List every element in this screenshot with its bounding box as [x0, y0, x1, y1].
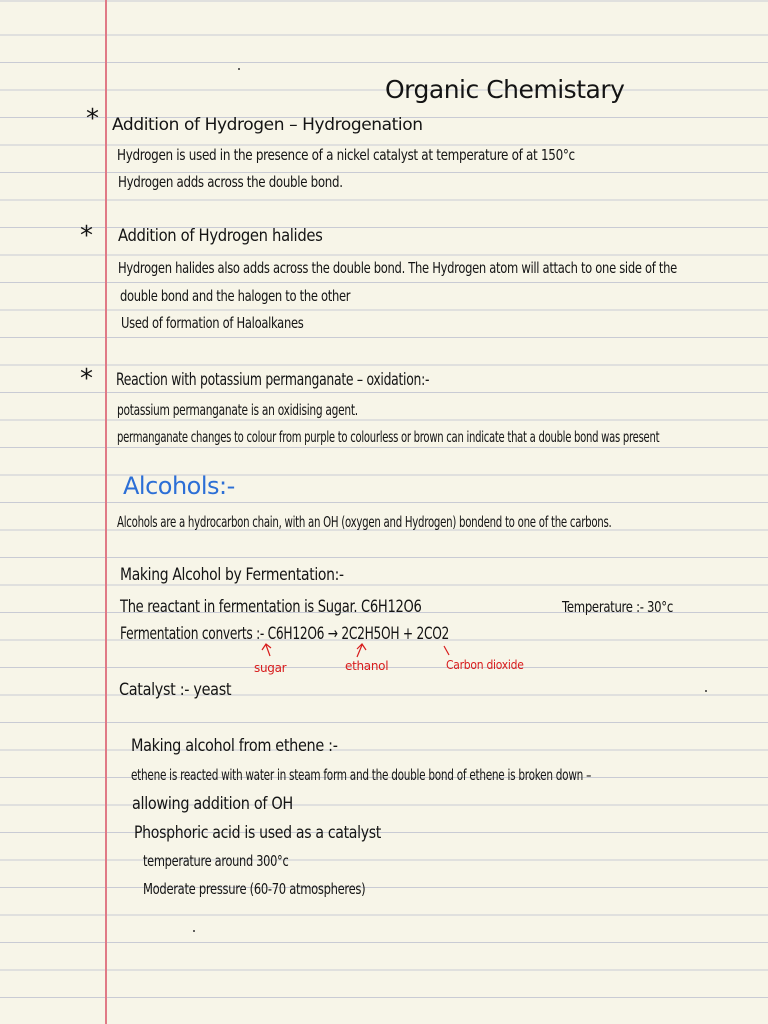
note-line: temperature around 300°c — [143, 852, 289, 870]
alcohols-heading: Alcohols:- — [123, 472, 235, 500]
label-carbon-dioxide: Carbon dioxide — [446, 658, 524, 672]
asterisk-icon: * — [86, 104, 99, 134]
alcohols-definition: Alcohols are a hydrocarbon chain, with an OH (oxygen and Hydrogen) bondend to one of the carbons. — [117, 513, 612, 531]
section-heading-halides: Addition of Hydrogen halides — [118, 226, 323, 246]
fermentation-temperature: Temperature :- 30°c — [562, 598, 673, 616]
fermentation-heading: Making Alcohol by Fermentation:- — [120, 565, 344, 585]
asterisk-icon: * — [80, 364, 93, 394]
label-ethanol: ethanol — [345, 659, 389, 673]
section-heading-permanganate: Reaction with potassium permanganate – oxidation:- — [116, 370, 430, 390]
note-line: potassium permanganate is an oxidising agent. — [117, 401, 358, 419]
fermentation-reactant: The reactant in fermentation is Sugar. C6H12O6 — [120, 597, 422, 617]
note-line: ethene is reacted with water in steam form and the double bond of ethene is broken down – — [131, 766, 592, 784]
ethene-heading: Making alcohol from ethene :- — [131, 736, 338, 756]
section-heading-hydrogenation: Addition of Hydrogen – Hydrogenation — [112, 115, 423, 135]
note-line: Phosphoric acid is used as a catalyst — [134, 823, 381, 843]
note-line: Used of formation of Haloalkanes — [121, 314, 304, 332]
fermentation-equation: Fermentation converts :- C6H12O6 → 2C2H5OH + 2CO2 — [120, 624, 450, 644]
note-line: allowing addition of OH — [132, 794, 293, 814]
fermentation-catalyst: Catalyst :- yeast — [119, 680, 232, 700]
label-sugar: sugar — [254, 661, 287, 675]
asterisk-icon: * — [80, 221, 93, 251]
page-title: Organic Chemistary — [385, 75, 625, 104]
note-line: double bond and the halogen to the other — [120, 287, 351, 305]
note-line: Moderate pressure (60-70 atmospheres) — [143, 880, 366, 898]
note-line: permanganate changes to colour from purple to colourless or brown can indicate that a double bond was present — [117, 428, 660, 446]
note-line: Hydrogen is used in the presence of a nickel catalyst at temperature of at 150°c — [117, 146, 575, 164]
note-line: Hydrogen adds across the double bond. — [118, 173, 343, 191]
note-line: Hydrogen halides also adds across the double bond. The Hydrogen atom will attach to one side of the — [118, 259, 677, 277]
